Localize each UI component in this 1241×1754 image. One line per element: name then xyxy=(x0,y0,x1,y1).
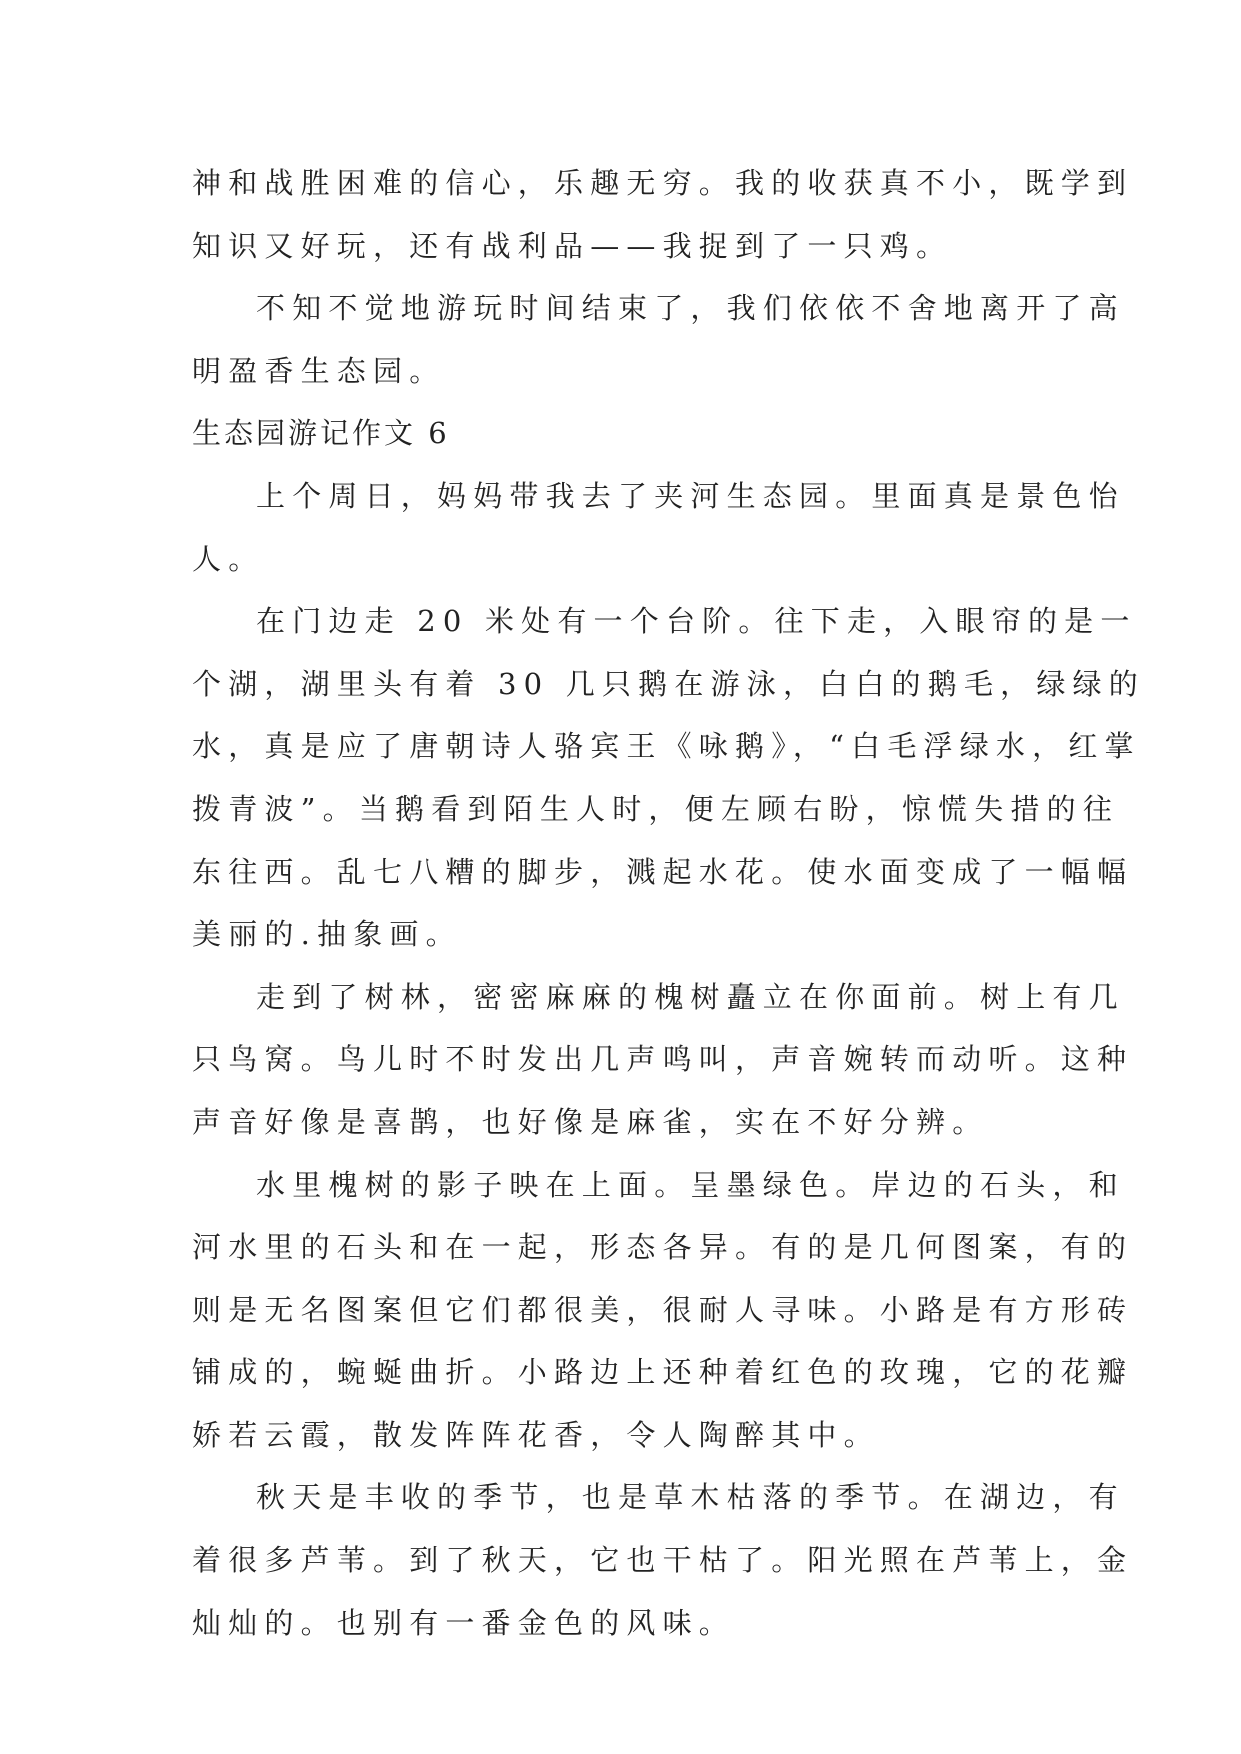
text-line: 只鸟窝。鸟儿时不时发出几声鸣叫，声音婉转而动听。这种 xyxy=(192,1042,1134,1077)
section-heading: 生态园游记作文 6 xyxy=(192,416,450,451)
text-line: 明盈香生态园。 xyxy=(192,353,446,388)
paragraph-start-line: 上个周日，妈妈带我去了夹河生态园。里面真是景色怡 xyxy=(256,478,1125,513)
text-line: 美丽的.抽象画。 xyxy=(192,917,462,952)
text-line: 着很多芦苇。到了秋天，它也干枯了。阳光照在芦苇上，金 xyxy=(192,1543,1134,1578)
paragraph-start-line: 秋天是丰收的季节，也是草木枯落的季节。在湖边，有 xyxy=(256,1480,1125,1515)
text-line: 人。 xyxy=(192,541,265,576)
text-line: 铺成的，蜿蜒曲折。小路边上还种着红色的玫瑰，它的花瓣 xyxy=(192,1355,1134,1390)
document-body xyxy=(192,152,1145,1654)
text-line: 知识又好玩，还有战利品——我捉到了一只鸡。 xyxy=(192,228,953,263)
paragraph-start-line: 不知不觉地游玩时间结束了，我们依依不舍地离开了高 xyxy=(256,291,1125,326)
text-line: 神和战胜困难的信心，乐趣无穷。我的收获真不小，既学到 xyxy=(192,166,1134,200)
text-line: 则是无名图案但它们都很美，很耐人寻味。小路是有方形砖 xyxy=(192,1292,1134,1327)
text-line: 水，真是应了唐朝诗人骆宾王《咏鹅》，“白毛浮绿水，红掌 xyxy=(192,729,1141,764)
text-line: 个湖，湖里头有着 30 几只鹅在游泳，白白的鹅毛，绿绿的 xyxy=(192,666,1145,701)
text-line: 灿灿的。也别有一番金色的风味。 xyxy=(192,1605,736,1640)
paragraph-start-line: 水里槐树的影子映在上面。呈墨绿色。岸边的石头，和 xyxy=(256,1167,1125,1202)
paragraph-start-line: 走到了树林，密密麻麻的槐树矗立在你面前。树上有几 xyxy=(256,979,1125,1014)
text-line: 声音好像是喜鹊，也好像是麻雀，实在不好分辨。 xyxy=(192,1104,989,1139)
text-line: 拨青波”。当鹅看到陌生人时，便左顾右盼，惊慌失措的往 xyxy=(192,791,1120,826)
text-line: 河水里的石头和在一起，形态各异。有的是几何图案，有的 xyxy=(192,1230,1134,1265)
text-line: 东往西。乱七八糟的脚步，溅起水花。使水面变成了一幅幅 xyxy=(192,854,1134,889)
text-line: 娇若云霞，散发阵阵花香，令人陶醉其中。 xyxy=(192,1417,880,1452)
paragraph-start-line: 在门边走 20 米处有一个台阶。往下走，入眼帘的是一 xyxy=(256,604,1137,639)
